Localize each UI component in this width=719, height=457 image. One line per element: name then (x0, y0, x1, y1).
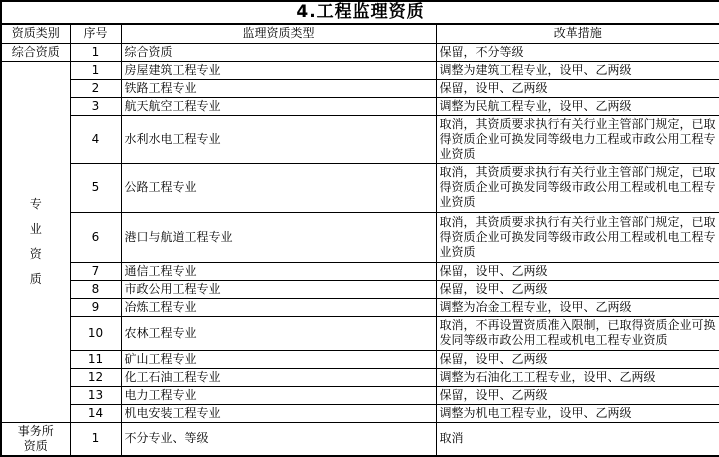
seq-cell: 5 (70, 163, 121, 212)
col-header-measure: 改革措施 (436, 24, 719, 43)
table-row (1, 97, 719, 115)
seq-cell: 1 (70, 422, 121, 456)
seq-cell: 6 (70, 212, 121, 262)
measure-cell: 保留，设甲、乙两级 (436, 262, 719, 280)
seq-cell: 3 (70, 97, 121, 115)
category-vertical-label: 专业资质 (29, 196, 42, 286)
col-header-seq: 序号 (70, 24, 121, 43)
type-cell: 机电安装工程专业 (121, 404, 436, 422)
measure-cell: 调整为建筑工程专业，设甲、乙两级 (436, 61, 719, 79)
type-cell: 铁路工程专业 (121, 79, 436, 97)
table-row (1, 316, 719, 350)
type-cell: 电力工程专业 (121, 386, 436, 404)
type-cell: 不分专业、等级 (121, 422, 436, 456)
type-cell: 房屋建筑工程专业 (121, 61, 436, 79)
measure-cell: 调整为机电工程专业，设甲、乙两级 (436, 404, 719, 422)
type-cell: 化工石油工程专业 (121, 368, 436, 386)
measure-cell: 保留，设甲、乙两级 (436, 280, 719, 298)
table-row (1, 422, 719, 456)
table-row (1, 386, 719, 404)
measure-cell: 调整为冶金工程专业，设甲、乙两级 (436, 298, 719, 316)
measure-cell: 调整为石油化工工程专业，设甲、乙两级 (436, 368, 719, 386)
table-row (1, 368, 719, 386)
type-cell: 市政公用工程专业 (121, 280, 436, 298)
seq-cell: 1 (70, 61, 121, 79)
measure-cell: 取消，其资质要求执行有关行业主管部门规定，已取得资质企业可换发同等级电力工程或市政公用工程专业资质 (436, 115, 719, 163)
seq-cell: 13 (70, 386, 121, 404)
col-header-type: 监理资质类型 (121, 24, 436, 43)
measure-cell: 取消，其资质要求执行有关行业主管部门规定，已取得资质企业可换发同等级市政公用工程或机电工程专业资质 (436, 212, 719, 262)
table-row (1, 43, 719, 61)
table-row (1, 298, 719, 316)
type-cell: 航天航空工程专业 (121, 97, 436, 115)
header-row (1, 24, 719, 43)
type-cell: 农林工程专业 (121, 316, 436, 350)
seq-cell: 10 (70, 316, 121, 350)
table-row (1, 280, 719, 298)
table-row (1, 61, 719, 79)
seq-cell: 2 (70, 79, 121, 97)
measure-cell: 保留，设甲、乙两级 (436, 386, 719, 404)
measure-cell: 调整为民航工程专业，设甲、乙两级 (436, 97, 719, 115)
seq-cell: 9 (70, 298, 121, 316)
measure-cell: 保留，设甲、乙两级 (436, 79, 719, 97)
category-cell (1, 61, 70, 422)
table-row (1, 115, 719, 163)
table-row (1, 212, 719, 262)
seq-cell: 12 (70, 368, 121, 386)
measure-cell: 取消，其资质要求执行有关行业主管部门规定，已取得资质企业可换发同等级市政公用工程或机电工程专业资质 (436, 163, 719, 212)
measure-cell: 保留，设甲、乙两级 (436, 350, 719, 368)
page-title: 4.工程监理资质 (1, 1, 719, 24)
type-cell: 通信工程专业 (121, 262, 436, 280)
measure-cell: 取消 (436, 422, 719, 456)
type-cell: 水利水电工程专业 (121, 115, 436, 163)
table-row (1, 350, 719, 368)
type-cell: 冶炼工程专业 (121, 298, 436, 316)
seq-cell: 4 (70, 115, 121, 163)
measure-cell: 保留，不分等级 (436, 43, 719, 61)
type-cell: 公路工程专业 (121, 163, 436, 212)
type-cell: 综合资质 (121, 43, 436, 61)
seq-cell: 14 (70, 404, 121, 422)
category-cell (1, 422, 70, 456)
type-cell: 矿山工程专业 (121, 350, 436, 368)
title-row (1, 1, 719, 24)
seq-cell: 1 (70, 43, 121, 61)
table-row (1, 79, 719, 97)
measure-cell: 取消，不再设置资质准入限制，已取得资质企业可换发同等级市政公用工程或机电工程专业资质 (436, 316, 719, 350)
seq-cell: 8 (70, 280, 121, 298)
col-header-category: 资质类别 (1, 24, 70, 43)
table-row (1, 163, 719, 212)
table-row (1, 404, 719, 422)
seq-cell: 7 (70, 262, 121, 280)
category-wrapped-label: 事务所资质 (17, 423, 54, 453)
type-cell: 港口与航道工程专业 (121, 212, 436, 262)
seq-cell: 11 (70, 350, 121, 368)
table-row (1, 262, 719, 280)
category-cell: 综合资质 (1, 43, 70, 61)
